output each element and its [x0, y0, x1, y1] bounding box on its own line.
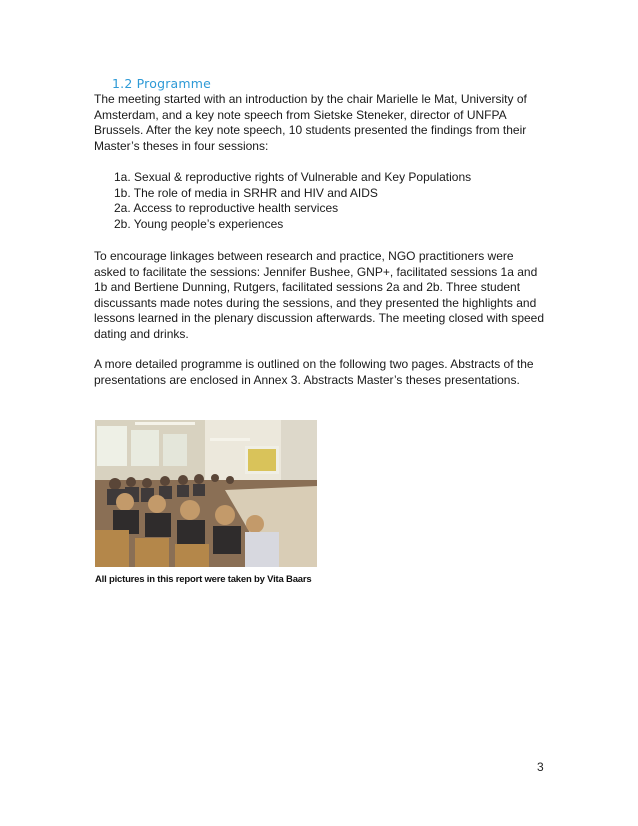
- intro-paragraph: The meeting started with an introduction by the chair Marielle le Mat, University of Amsterdam, and a key note speech from Sietske Steneker, director of UNFPA Brussels. After the key note speech, 10 students presented the findings from their Master’s theses in four sessions:: [94, 92, 527, 153]
- session-item: 1b. The role of media in SRHR and HIV and AIDS: [114, 185, 378, 200]
- session-item: 2a. Access to reproductive health services: [114, 201, 339, 216]
- linkages-paragraph: To encourage linkages between research and practice, NGO practitioners were asked to facilitate the sessions: Jennifer Bushee, GNP+, facilitated sessions 1a and 1b and Bertiene Dunning, Rutgers, facilitated sessions 2a and 2b. Three student discussants made notes during the sessions, and they presented the highlights and lessons learned in the plenary discussion afterwards. The meeting closed with speed dating and drinks.: [94, 249, 545, 341]
- session-item: 1a. Sexual & reproductive rights of Vulnerable and Key Populations: [114, 170, 472, 184]
- section-heading: 1.2 Programme: [112, 76, 212, 91]
- page-number: 3: [537, 760, 544, 774]
- detailed-programme-paragraph: A more detailed programme is outlined on the following two pages. Abstracts of the presentations are enclosed in Annex 3. Abstracts Master’s theses presentations.: [94, 357, 534, 387]
- photo-caption: All pictures in this report were taken by Vita Baars: [95, 574, 312, 585]
- meeting-photo: [95, 420, 317, 567]
- meeting-room-image: [95, 420, 317, 567]
- session-item: 2b. Young people’s experiences: [114, 216, 284, 231]
- session-list: [114, 170, 471, 232]
